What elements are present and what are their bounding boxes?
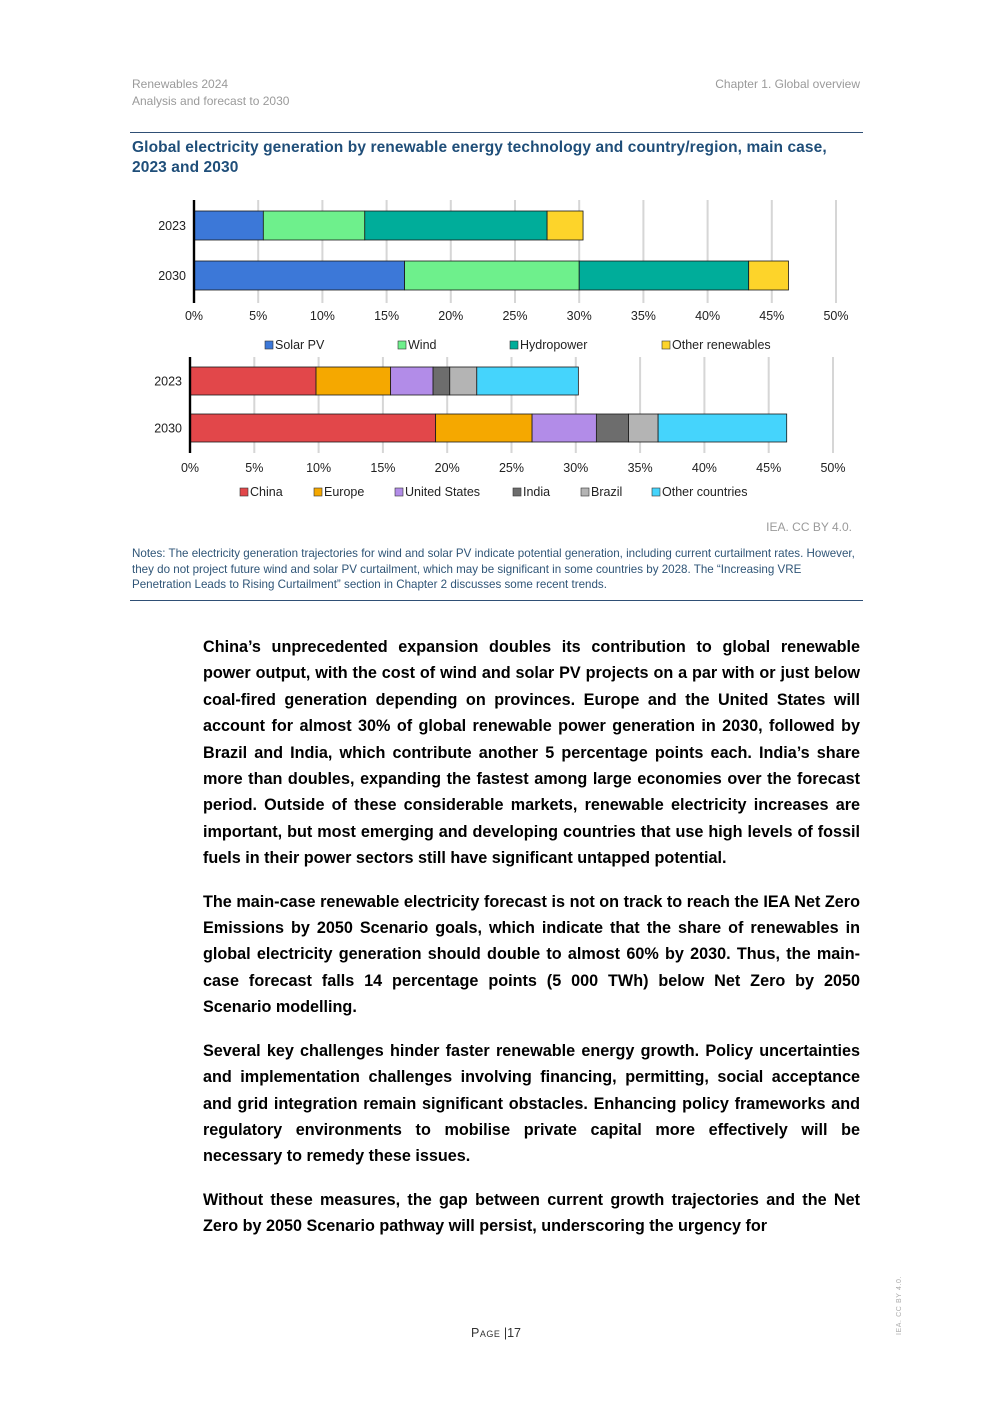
y-category-label: 2023 (154, 374, 182, 389)
bar-segment-india (596, 414, 628, 442)
chart-region (0, 0, 992, 510)
legend-swatch (240, 488, 248, 496)
legend-swatch (652, 488, 660, 496)
x-tick-label: 20% (434, 461, 460, 475)
page-number-value: 17 (507, 1326, 521, 1340)
x-tick-label: 35% (630, 309, 656, 323)
bar-segment-united-states (391, 367, 433, 395)
chapter-header: Chapter 1. Global overview (715, 77, 860, 91)
legend-swatch (395, 488, 403, 496)
x-tick-label: 5% (249, 309, 268, 323)
x-tick-label: 30% (566, 309, 592, 323)
x-tick-label: 20% (438, 309, 464, 323)
legend-label: Other countries (662, 485, 748, 499)
legend-label: China (250, 485, 283, 499)
x-tick-label: 50% (820, 461, 846, 475)
x-tick-label: 50% (823, 309, 849, 323)
x-tick-label: 45% (759, 309, 785, 323)
legend-label: Hydropower (520, 338, 588, 352)
x-tick-label: 15% (374, 309, 400, 323)
y-category-label: 2023 (158, 219, 186, 233)
legend-label: Europe (324, 485, 365, 499)
bar-segment-united-states (532, 414, 596, 442)
bar-segment-india (433, 367, 450, 395)
figure-credit: IEA. CC BY 4.0. (766, 520, 852, 534)
legend-swatch (314, 488, 322, 496)
paragraph: Without these measures, the gap between current growth trajectories and the Net Zero by 2050 Scenario pathway will persist, underscoring the urgency for (203, 1190, 860, 1236)
figure-notes: Notes: The electricity generation trajectories for wind and solar PV indicate potential generation, including current curtailment rates. However, they do not project future wind and solar PV curtailment, which may be significant in some countries by 2028. The “Increasing VRE Penetration Leads to Rising Curtailment” section in Chapter 2 discusses some recent trends. (132, 547, 855, 591)
bar-segment-brazil (450, 367, 477, 395)
bar-segment-europe (316, 367, 391, 395)
x-tick-label: 0% (184, 309, 204, 323)
y-category-label: 2030 (158, 269, 186, 283)
x-tick-label: 0% (180, 461, 200, 475)
x-tick-label: 10% (309, 309, 335, 323)
x-tick-label: 5% (245, 461, 264, 475)
x-tick-label: 25% (502, 309, 528, 323)
bar-segment-europe (436, 414, 532, 442)
page-label: Page (471, 1326, 501, 1340)
bar-segment-china (190, 367, 316, 395)
x-tick-label: 10% (306, 461, 332, 475)
legend-label: Wind (408, 338, 437, 352)
legend-label: Other renewables (672, 338, 771, 352)
bar-segment-brazil (629, 414, 659, 442)
legend-label: Brazil (591, 485, 623, 499)
bar-segment-china (190, 414, 436, 442)
report-subtitle: Analysis and forecast to 2030 (132, 94, 290, 108)
x-tick-label: 15% (370, 461, 396, 475)
page-separator: | (503, 1326, 508, 1340)
bar-segment-other-countries (477, 367, 579, 395)
legend-label: Solar PV (275, 338, 325, 352)
x-tick-label: 25% (498, 461, 525, 475)
x-tick-label: 30% (563, 461, 589, 475)
x-tick-label: 35% (627, 461, 653, 475)
x-tick-label: 45% (756, 461, 782, 475)
bar-segment-other-countries (658, 414, 787, 442)
body-text (203, 634, 860, 1257)
page-number (0, 1326, 992, 1340)
side-watermark: IEA. CC BY 4.0. (896, 1275, 904, 1336)
report-title: Renewables 2024 (132, 77, 229, 91)
x-tick-label: 40% (691, 461, 717, 475)
y-category-label: 2030 (154, 421, 182, 436)
legend-label: India (523, 485, 551, 499)
legend-swatch (513, 488, 521, 496)
paragraph: Several key challenges hinder faster renewable energy growth. Policy uncertainties and implementation challenges involving financing, permitting, social acceptance and grid integration remain significant obstacles. Enhancing policy frameworks and regulatory environments to mobilise private capital more effectively will be necessary to remedy these issues. (203, 1041, 860, 1166)
legend-label: United States (405, 485, 481, 499)
figure-title: Global electricity generation by renewable energy technology and country/region, main case, 2023 and 2030 (132, 139, 827, 176)
legend-swatch (581, 488, 589, 496)
paragraph: The main-case renewable electricity forecast is not on track to reach the IEA Net Zero Emissions by 2050 Scenario goals, which indicate that the share of renewables in global electricity generation should double to almost 60% by 2030. Thus, the main-case forecast falls 14 percentage points (5 000 TWh) below Net Zero by 2050 Scenario modelling. (203, 892, 860, 1017)
figure-bottom-rule (130, 600, 863, 601)
paragraph: China’s unprecedented expansion doubles its contribution to global renewable power output, with the cost of wind and solar PV projects on a par with or just below coal-fired generation depending on provinces. Europe and the United States will account for almost 30% of global renewable power generation in 2030, followed by Brazil and India, which contribute another 5 percentage points each. India’s share more than doubles, expanding the fastest among large economies over the forecast period. Outside of these considerable markets, renewable electricity increases are important, but most emerging and developing countries that use high levels of fossil fuels in their power sectors still have significant untapped potential. (203, 638, 860, 868)
x-tick-label: 40% (695, 309, 721, 323)
